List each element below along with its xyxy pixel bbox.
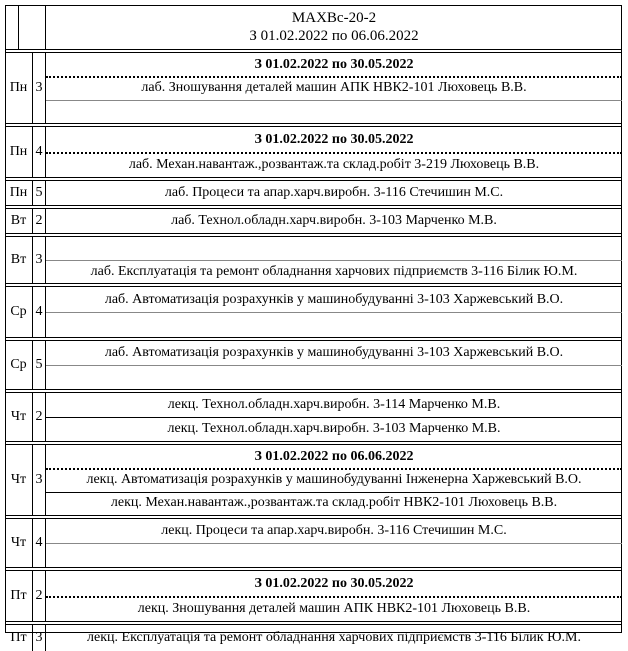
day-cell: Пн — [5, 181, 33, 205]
header-corner-num — [19, 5, 46, 49]
block-separator — [5, 567, 622, 571]
lesson-number-cell: 3 — [33, 53, 46, 123]
lesson-number-cell: 5 — [33, 341, 46, 389]
lesson-entry — [46, 100, 622, 122]
date-range-label: З 01.02.2022 по 30.05.2022 — [254, 575, 414, 591]
block-separator — [5, 177, 622, 181]
day-cell: Вт — [5, 237, 33, 283]
lesson-number-cell: 2 — [33, 571, 46, 621]
block-separator — [5, 621, 622, 625]
date-range-label: З 01.02.2022 по 30.05.2022 — [254, 56, 414, 72]
lesson-entry: лаб. Технол.обладн.харч.виробн. 3-103 Марченко М.В. — [171, 213, 497, 228]
lesson-number-cell: 4 — [33, 287, 46, 337]
lesson-entry: лаб. Процеси та апар.харч.виробн. 3-116 Стечишин М.С. — [164, 185, 504, 200]
day-cell: Чт — [5, 445, 33, 515]
lesson-entry: лекц. Автоматизація розрахунків у машинобудуванні Інженерна Харжевський В.О. — [86, 472, 582, 487]
day-cell: Ср — [5, 341, 33, 389]
day-cell: Пт — [5, 625, 33, 651]
group-name: МАХВс-20-2 — [291, 10, 377, 26]
block-separator — [5, 123, 622, 127]
block-separator — [5, 389, 622, 393]
day-cell: Пн — [5, 127, 33, 177]
day-cell: Вт — [5, 209, 33, 233]
lesson-entry — [46, 238, 622, 260]
lesson-number-cell: 4 — [33, 519, 46, 567]
block-separator — [5, 337, 622, 341]
lesson-number-cell: 4 — [33, 127, 46, 177]
lesson-entry: лекц. Механ.навантаж.,розвантаж.та склад.робіт НВК2-101 Люховець В.В. — [110, 495, 558, 511]
header-title — [46, 9, 622, 45]
block-separator — [5, 283, 622, 287]
block-separator — [5, 205, 622, 209]
lesson-entry: лаб. Автоматизація розрахунків у машинобудуванні 3-103 Харжевський В.О. — [104, 345, 564, 360]
lesson-number-cell: 3 — [33, 625, 46, 651]
block-separator — [5, 49, 622, 53]
lesson-entry — [46, 366, 622, 388]
block-separator — [5, 515, 622, 519]
lesson-entry: лекц. Технол.обладн.харч.виробн. 3-114 Марченко М.В. — [167, 397, 501, 412]
lesson-entry: лекц. Процеси та апар.харч.виробн. 3-116 Стечишин М.С. — [161, 523, 507, 538]
day-cell: Чт — [5, 519, 33, 567]
lesson-entry: лаб. Зношування деталей машин АПК НВК2-101 Люховець В.В. — [141, 80, 527, 95]
lesson-entry: лаб. Автоматизація розрахунків у машинобудуванні 3-103 Харжевський В.О. — [104, 291, 564, 307]
period-range: З 01.02.2022 по 06.06.2022 — [249, 28, 419, 44]
lesson-entry — [46, 544, 622, 566]
lesson-entry: лекц. Технол.обладн.харч.виробн. 3-103 Марченко М.В. — [167, 421, 501, 436]
day-cell: Пт — [5, 571, 33, 621]
date-range-label: З 01.02.2022 по 06.06.2022 — [254, 448, 414, 464]
lesson-number-cell: 3 — [33, 445, 46, 515]
day-cell: Чт — [5, 393, 33, 441]
lesson-entry: лаб. Експлуатація та ремонт обладнання харчових підприємств 3-116 Білик Ю.М. — [90, 263, 578, 279]
lesson-entry — [46, 314, 622, 336]
lesson-entry: лаб. Механ.навантаж.,розвантаж.та склад.робіт 3-219 Люховець В.В. — [128, 156, 540, 172]
block-separator — [5, 233, 622, 237]
lesson-number-cell: 5 — [33, 181, 46, 205]
header-corner-day — [5, 5, 19, 49]
block-separator — [5, 441, 622, 445]
lesson-number-cell: 2 — [33, 393, 46, 441]
lesson-entry: лекц. Зношування деталей машин АПК НВК2-101 Люховець В.В. — [137, 600, 531, 616]
date-range-label: З 01.02.2022 по 30.05.2022 — [254, 131, 414, 147]
day-cell: Ср — [5, 287, 33, 337]
lesson-entry: лекц. Експлуатація та ремонт обладнання харчових підприємств 3-116 Білик Ю.М. — [87, 630, 581, 645]
lesson-number-cell: 3 — [33, 237, 46, 283]
day-cell: Пн — [5, 53, 33, 123]
lesson-number-cell: 2 — [33, 209, 46, 233]
